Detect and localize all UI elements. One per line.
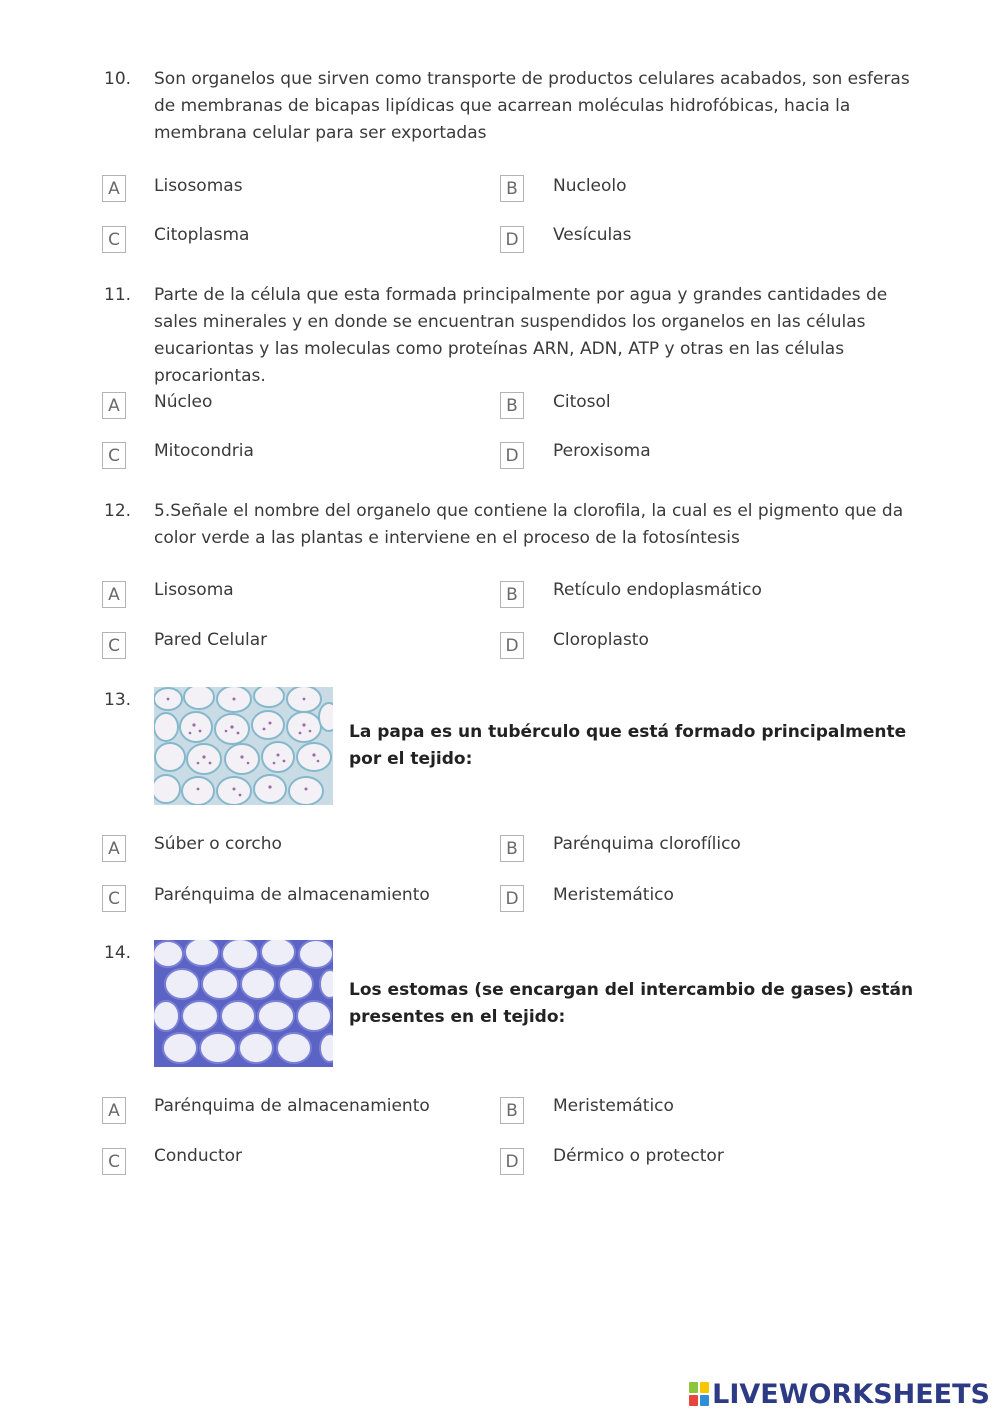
option-a-label[interactable]: Núcleo [154, 392, 213, 412]
option-d-box[interactable]: D [500, 885, 524, 912]
option-c-label[interactable]: Conductor [154, 1146, 243, 1166]
parenchyma-cells-image [154, 687, 333, 805]
question-text: Los estomas (se encargan del intercambio de gases) están presentes en el tejido: [349, 980, 914, 1027]
question-number: 10. [104, 69, 132, 89]
option-a-box[interactable]: A [102, 392, 126, 419]
option-b-label[interactable]: Parénquima clorofílico [553, 834, 741, 854]
option-b-box[interactable]: B [500, 1097, 524, 1124]
option-d-label[interactable]: Vesículas [553, 225, 632, 245]
potato-tissue-micrograph [154, 687, 333, 805]
option-a-label[interactable]: Lisosomas [154, 176, 243, 196]
option-b-label[interactable]: Citosol [553, 392, 611, 412]
question-number: 13. [104, 690, 132, 710]
option-c-box[interactable]: C [102, 632, 126, 659]
option-d-label[interactable]: Dérmico o protector [553, 1146, 724, 1166]
epidermal-cells-image [154, 940, 333, 1067]
option-a-label[interactable]: Lisosoma [154, 580, 234, 600]
option-b-label[interactable]: Meristemático [553, 1096, 674, 1116]
option-c-label[interactable]: Parénquima de almacenamiento [154, 885, 430, 905]
liveworksheets-logo [689, 1374, 990, 1414]
question-text: Son organelos que sirven como transporte de productos celulares acabados, son esferas de membranas de bicapas lipídicas que acarrean moléculas hidrofóbicas, hacia la membrana celular para ser exportadas [154, 69, 910, 143]
option-b-label[interactable]: Nucleolo [553, 176, 627, 196]
option-c-label[interactable]: Pared Celular [154, 630, 268, 650]
stomata-tissue-micrograph [154, 940, 333, 1067]
question-text: La papa es un tubérculo que está formado principalmente por el tejido: [349, 722, 907, 769]
option-d-label[interactable]: Cloroplasto [553, 630, 649, 650]
option-a-label[interactable]: Parénquima de almacenamiento [154, 1096, 430, 1116]
option-c-label[interactable]: Citoplasma [154, 225, 250, 245]
question-number: 14. [104, 943, 132, 963]
option-d-label[interactable]: Meristemático [553, 885, 674, 905]
option-b-label[interactable]: Retículo endoplasmático [553, 580, 762, 600]
option-b-box[interactable]: B [500, 175, 524, 202]
logo-text: LIVEWORKSHEETS [712, 1378, 990, 1410]
option-d-box[interactable]: D [500, 442, 524, 469]
option-a-box[interactable]: A [102, 581, 126, 608]
question-text: Parte de la célula que esta formada principalmente por agua y grandes cantidades de sales minerales y en donde se encuentran suspendidos los organelos en las células eucariontas y las moleculas como proteínas ARN, ADN, ATP y otras en las células procariontas. [154, 285, 888, 386]
option-c-label[interactable]: Mitocondria [154, 441, 254, 461]
option-d-box[interactable]: D [500, 1148, 524, 1175]
option-a-box[interactable]: A [102, 1097, 126, 1124]
logo-mark-icon [689, 1382, 709, 1406]
question-number: 12. [104, 501, 132, 521]
option-d-box[interactable]: D [500, 226, 524, 253]
option-d-box[interactable]: D [500, 632, 524, 659]
option-c-box[interactable]: C [102, 1148, 126, 1175]
option-b-box[interactable]: B [500, 392, 524, 419]
option-a-box[interactable]: A [102, 175, 126, 202]
option-c-box[interactable]: C [102, 442, 126, 469]
question-text: 5.Señale el nombre del organelo que contiene la clorofila, la cual es el pigmento que da color verde a las plantas e interviene en el proceso de la fotosíntesis [154, 501, 904, 548]
option-b-box[interactable]: B [500, 581, 524, 608]
option-b-box[interactable]: B [500, 835, 524, 862]
question-number: 11. [104, 285, 132, 305]
option-c-box[interactable]: C [102, 226, 126, 253]
option-a-label[interactable]: Súber o corcho [154, 834, 282, 854]
option-a-box[interactable]: A [102, 835, 126, 862]
option-d-label[interactable]: Peroxisoma [553, 441, 651, 461]
option-c-box[interactable]: C [102, 885, 126, 912]
